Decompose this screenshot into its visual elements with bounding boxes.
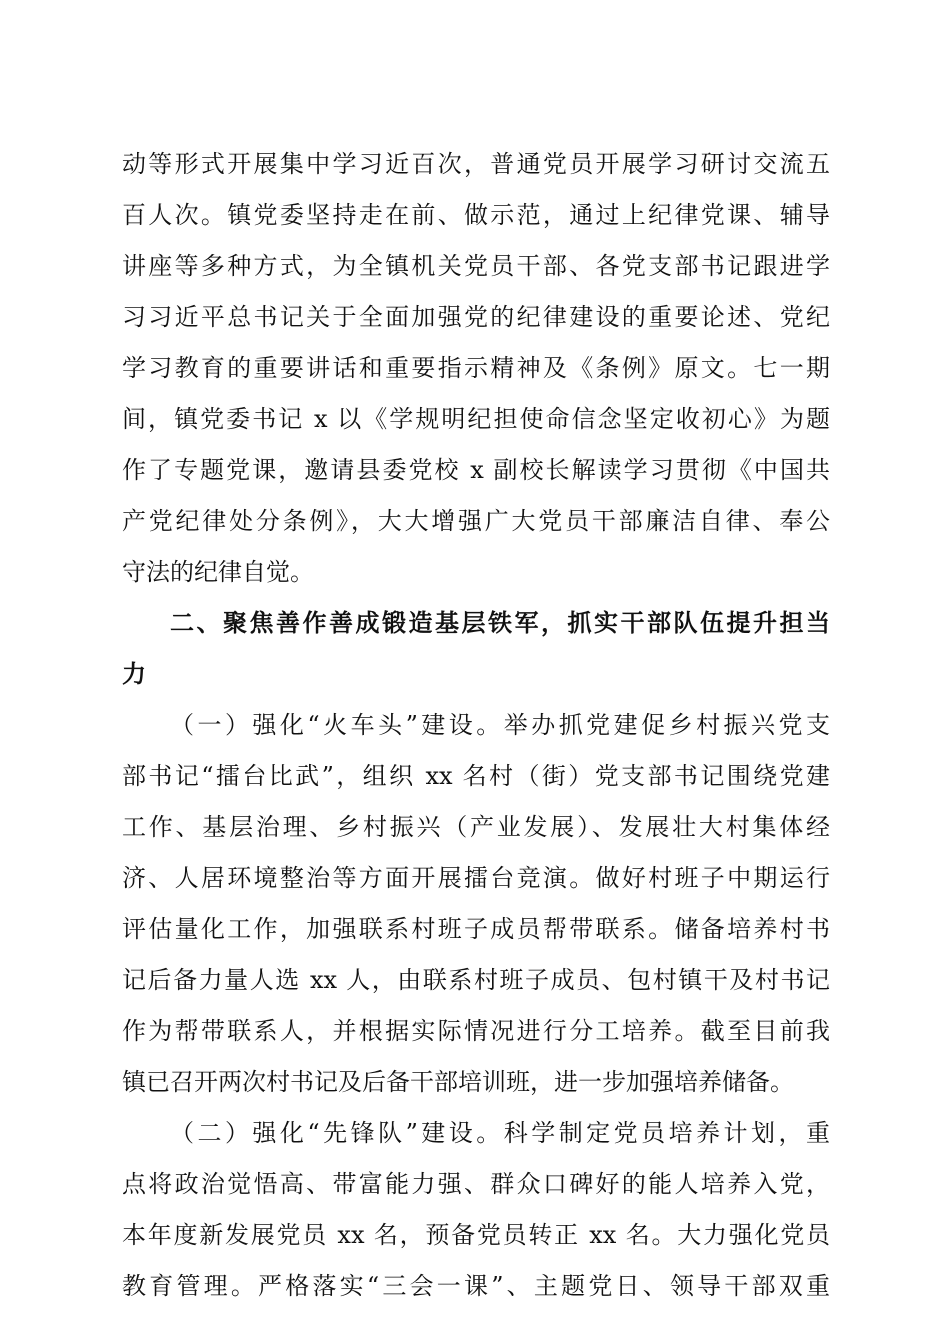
text-line: 教育管理。严格落实“三会一课”、主题党日、领导干部双重	[122, 1272, 830, 1300]
text-line: 讲座等多种方式，为全镇机关党员干部、各党支部书记跟进学	[122, 252, 830, 280]
text-line: 本年度新发展党员 xx 名，预备党员转正 xx 名。大力强化党员	[122, 1221, 830, 1249]
section-heading-continuation: 力	[122, 660, 146, 688]
text-line: 作为帮带联系人，并根据实际情况进行分工培养。截至目前我	[122, 1017, 830, 1045]
section-heading: 二、聚焦善作善成锻造基层铁军，抓实干部队伍提升担当	[170, 609, 830, 637]
text-line: 产党纪律处分条例》，大大增强广大党员干部廉洁自律、奉公	[122, 507, 830, 535]
text-line: 学习教育的重要讲话和重要指示精神及《条例》原文。七一期	[122, 354, 830, 382]
subsection-first-line: （一）强化“火车头”建设。举办抓党建促乡村振兴党支	[170, 711, 830, 739]
text-line: 点将政治觉悟高、带富能力强、群众口碑好的能人培养入党，	[122, 1170, 830, 1198]
subsection-first-line: （二）强化“先锋队”建设。科学制定党员培养计划，重	[170, 1119, 830, 1147]
text-line: 工作、基层治理、乡村振兴（产业发展）、发展壮大村集体经	[122, 813, 830, 841]
text-line: 守法的纪律自觉。	[122, 558, 314, 586]
text-line: 记后备力量人选 xx 人，由联系村班子成员、包村镇干及村书记	[122, 966, 830, 994]
text-line: 习习近平总书记关于全面加强党的纪律建设的重要论述、党纪	[122, 303, 830, 331]
text-line: 动等形式开展集中学习近百次，普通党员开展学习研讨交流五	[122, 150, 830, 178]
text-line: 作了专题党课，邀请县委党校 x 副校长解读学习贯彻《中国共	[122, 456, 830, 484]
text-line: 镇已召开两次村书记及后备干部培训班，进一步加强培养储备。	[122, 1068, 794, 1096]
text-line: 评估量化工作，加强联系村班子成员帮带联系。储备培养村书	[122, 915, 830, 943]
text-line: 百人次。镇党委坚持走在前、做示范，通过上纪律党课、辅导	[122, 201, 830, 229]
text-line: 济、人居环境整治等方面开展擂台竞演。做好村班子中期运行	[122, 864, 830, 892]
text-line: 部书记“擂台比武”，组织 xx 名村（街）党支部书记围绕党建	[122, 762, 830, 790]
text-line: 间，镇党委书记 x 以《学规明纪担使命信念坚定收初心》为题	[122, 405, 830, 433]
